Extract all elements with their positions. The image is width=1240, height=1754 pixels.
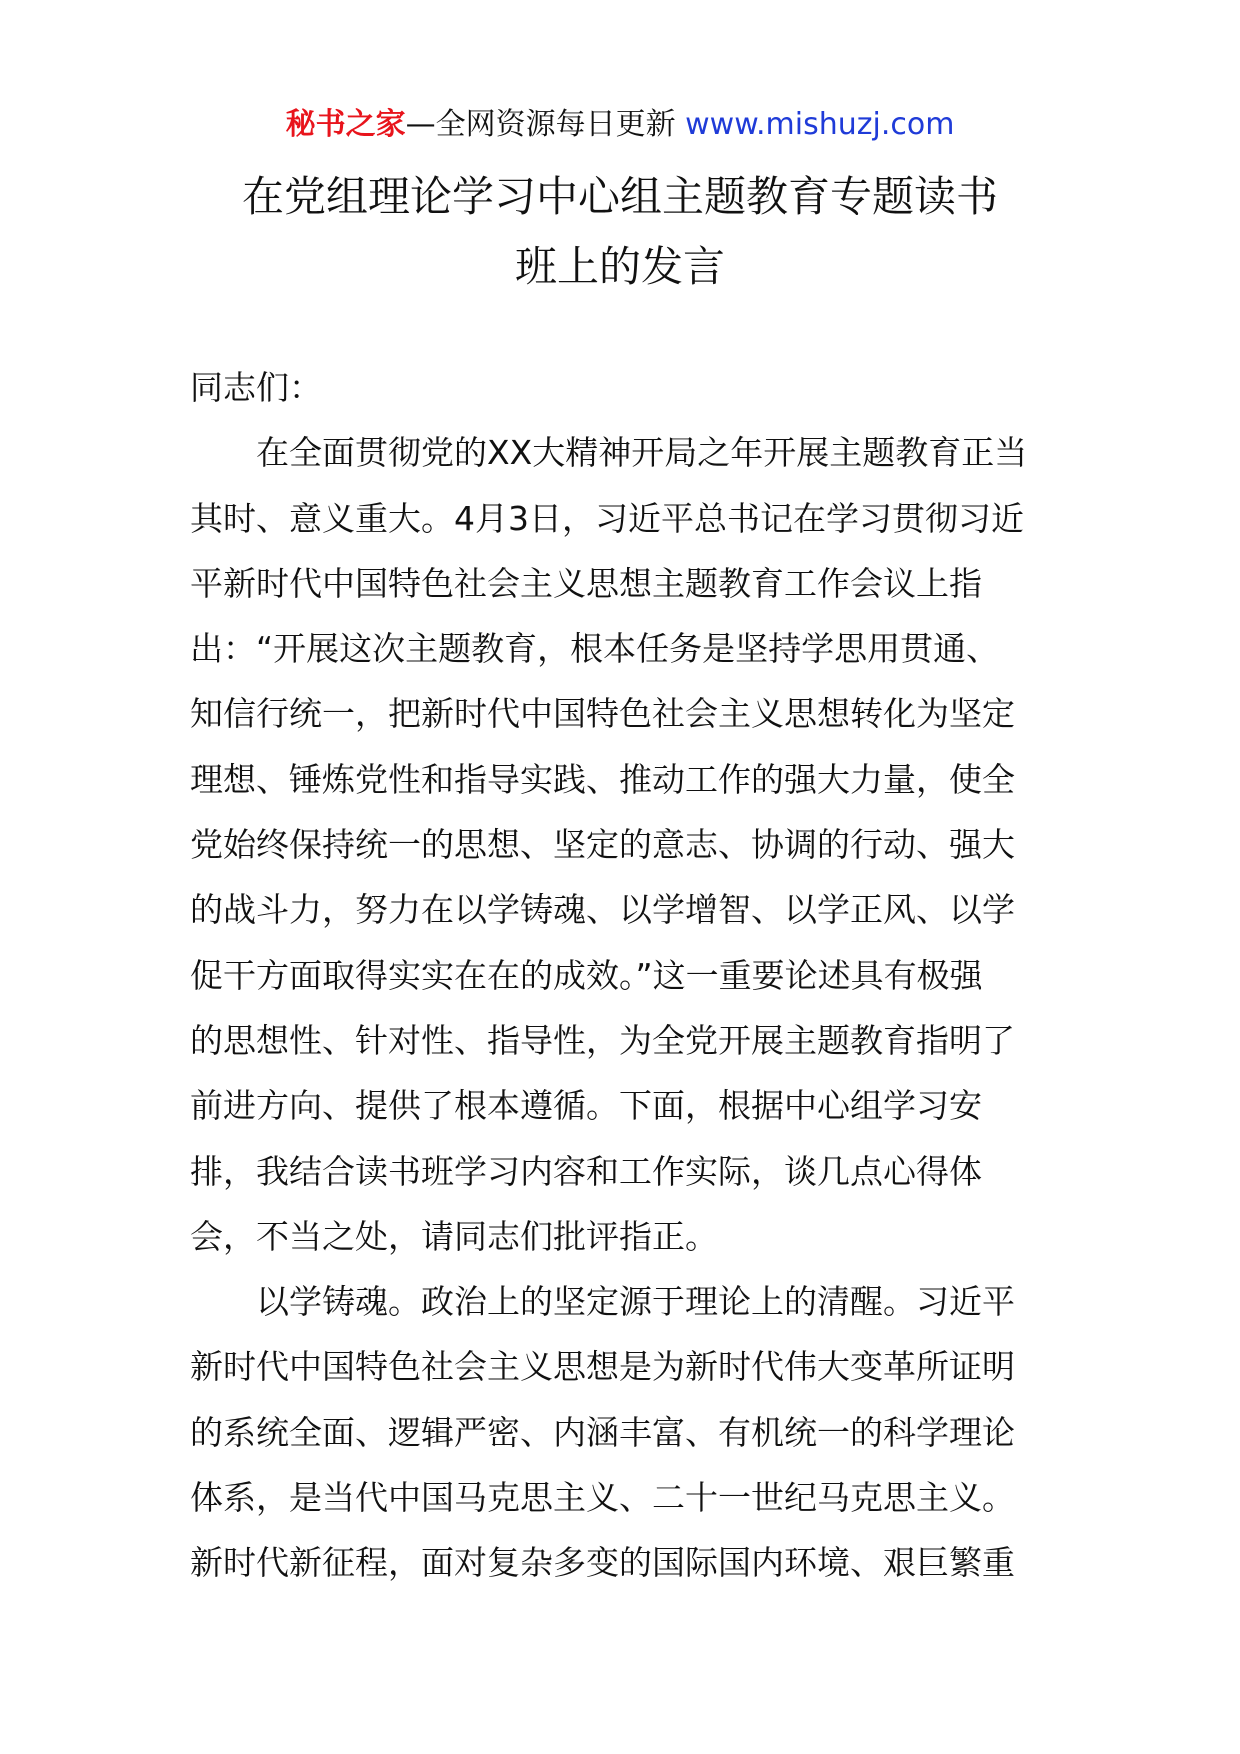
body-line: 新时代中国特色社会主义思想是为新时代伟大变革所证明 (190, 1347, 1015, 1387)
site-header (0, 100, 1240, 150)
body-line: 促干方面取得实实在在的成效。”这一重要论述具有极强 (190, 955, 983, 995)
body-line: 理想、锤炼党性和指导实践、推动工作的强大力量，使全 (190, 759, 1015, 799)
body-line: 的系统全面、逻辑严密、内涵丰富、有机统一的科学理论 (190, 1412, 1015, 1452)
site-url-link[interactable]: www.mishuzj.com (685, 107, 955, 142)
body-line: 的战斗力，努力在以学铸魂、以学增智、以学正风、以学 (190, 890, 1015, 930)
body-line: 出：“开展这次主题教育，根本任务是坚持学思用贯通、 (190, 629, 1000, 669)
body-line: 以学铸魂。政治上的坚定源于理论上的清醒。习近平 (190, 1282, 1015, 1322)
body-line: 知信行统一，把新时代中国特色社会主义思想转化为坚定 (190, 694, 1015, 734)
document-title (140, 162, 1100, 302)
brand-name: 秘书之家 (285, 107, 406, 142)
body-line: 会，不当之处，请同志们批评指正。 (190, 1216, 718, 1256)
body-line: 前进方向、提供了根本遵循。下面，根据中心组学习安 (190, 1086, 982, 1126)
body-line: 新时代新征程，面对复杂多变的国际国内环境、艰巨繁重 (190, 1543, 1015, 1583)
body-line: 排，我结合读书班学习内容和工作实际，谈几点心得体 (190, 1151, 982, 1191)
body-line: 平新时代中国特色社会主义思想主题教育工作会议上指 (190, 563, 982, 603)
body-line: 同志们： (190, 368, 322, 407)
body-line: 的思想性、针对性、指导性，为全党开展主题教育指明了 (190, 1020, 1015, 1060)
body-line: 体系，是当代中国马克思主义、二十一世纪马克思主义。 (190, 1478, 1015, 1518)
title-line-2: 班上的发言 (514, 242, 725, 291)
body-line: 其时、意义重大。4月3日，习近平总书记在学习贯彻习近 (190, 498, 1024, 538)
document-body (190, 355, 1060, 1596)
title-line-1: 在党组理论学习中心组主题教育专题读书 (241, 172, 998, 221)
body-line: 在全面贯彻党的XX大精神开局之年开展主题教育正当 (190, 433, 1028, 473)
header-tagline: —全网资源每日更新 (405, 107, 676, 142)
body-line: 党始终保持统一的思想、坚定的意志、协调的行动、强大 (190, 825, 1015, 865)
